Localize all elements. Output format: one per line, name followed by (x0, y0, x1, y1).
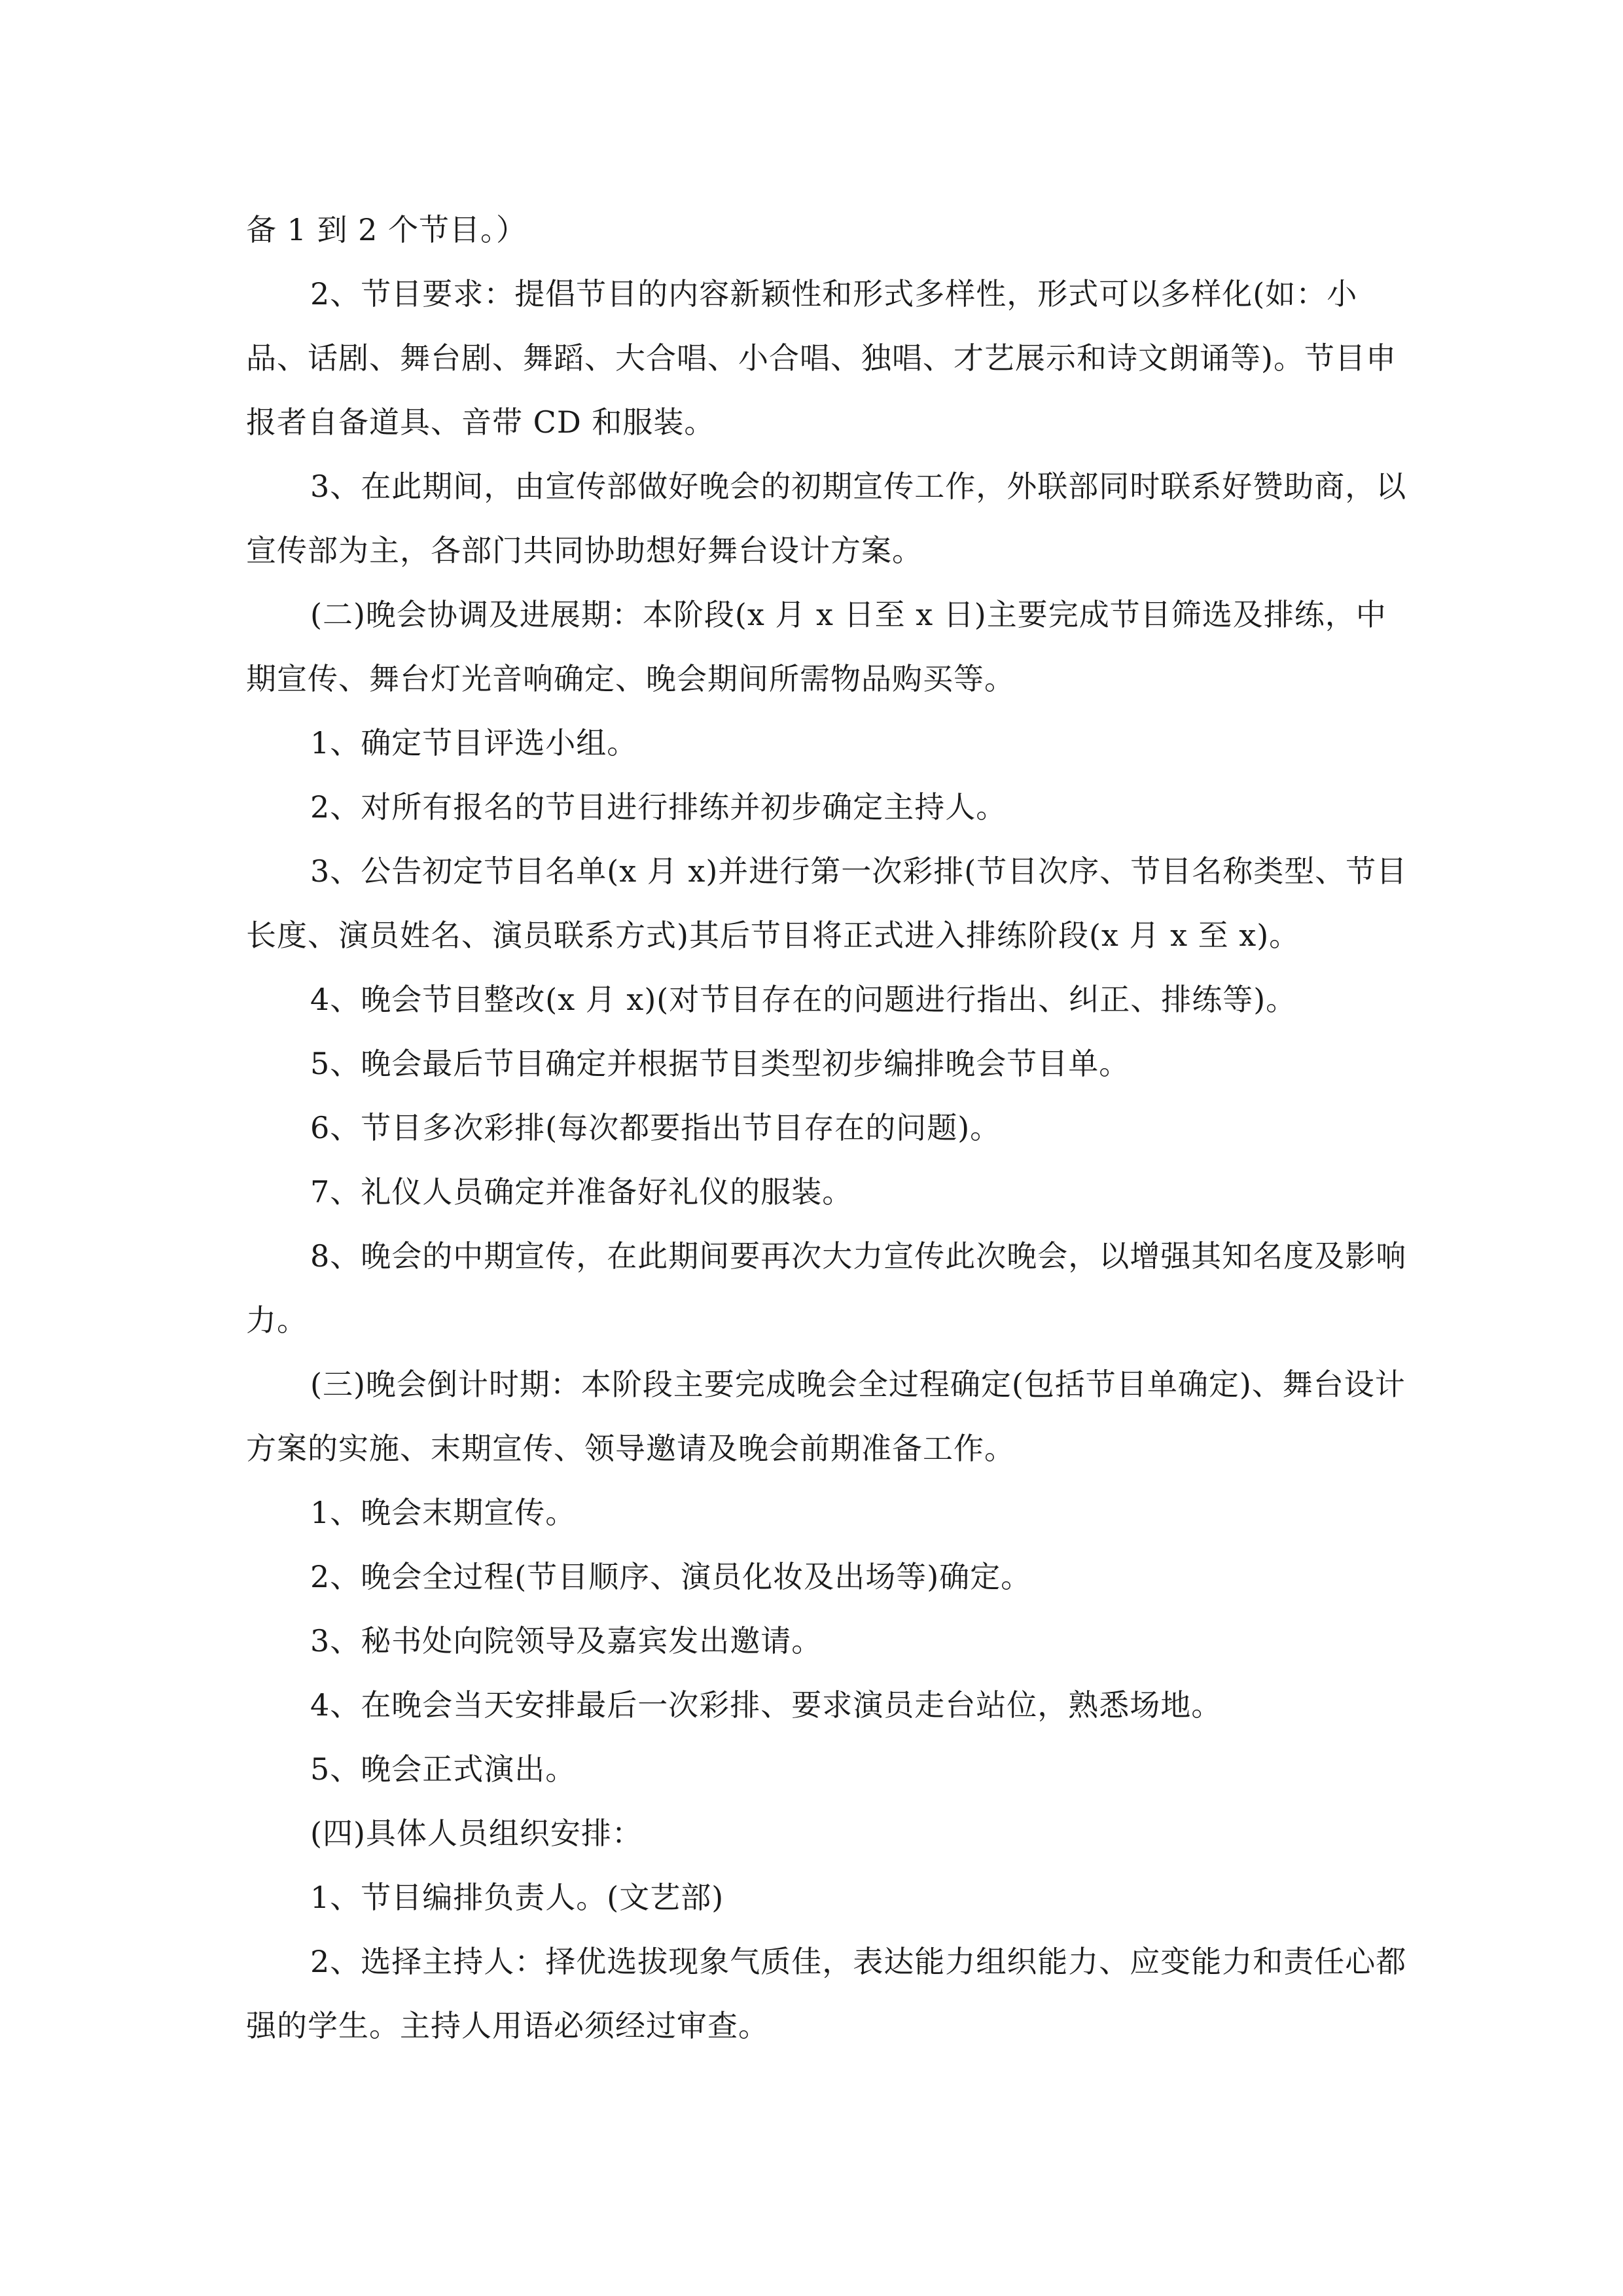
paragraph-item: 2、对所有报名的节目进行排练并初步确定主持人。 (310, 789, 1007, 825)
paragraph-item: 5、晚会正式演出。 (310, 1751, 577, 1787)
paragraph-item: 5、晚会最后节目确定并根据节目类型初步编排晚会节目单。 (310, 1046, 1130, 1081)
paragraph-item: 6、节目多次彩排(每次都要指出节目存在的问题)。 (310, 1110, 1001, 1145)
document-body (246, 198, 1411, 2058)
paragraph-item: 3、公告初定节目名单(x 月 x)并进行第一次彩排(节目次序、节目名称类型、节目长度、演员姓名、演员联系方式)其后节目将正式进入排练阶段(x 月 x 至 x)。 (246, 853, 1408, 953)
paragraph-continuation: 备 1 到 2 个节目。） (246, 212, 527, 247)
paragraph-item: 4、晚会节目整改(x 月 x)(对节目存在的问题进行指出、纠正、排练等)。 (310, 982, 1297, 1017)
paragraph-early-publicity: 3、在此期间，由宣传部做好晚会的初期宣传工作，外联部同时联系好赞助商，以宣传部为主，各部门共同协助想好舞台设计方案。 (246, 469, 1407, 568)
paragraph-item: 1、确定节目评选小组。 (310, 725, 638, 761)
paragraph-item: 3、秘书处向院领导及嘉宾发出邀请。 (310, 1623, 823, 1659)
paragraph-item: 8、晚会的中期宣传，在此期间要再次大力宣传此次晚会，以增强其知名度及影响力。 (246, 1238, 1407, 1338)
section-heading-countdown: (三)晚会倒计时期：本阶段主要完成晚会全过程确定(包括节目单确定)、舞台设计方案的实施、末期宣传、领导邀请及晚会前期准备工作。 (246, 1367, 1406, 1466)
paragraph-program-requirements: 2、节目要求：提倡节目的内容新颖性和形式多样性，形式可以多样化(如：小品、话剧、舞台剧、舞蹈、大合唱、小合唱、独唱、才艺展示和诗文朗诵等)。节目申报者自备道具、音带 CD 和服装。 (246, 276, 1397, 440)
paragraph-item: 2、晚会全过程(节目顺序、演员化妆及出场等)确定。 (310, 1559, 1032, 1594)
section-heading-staffing: (四)具体人员组织安排： (310, 1816, 643, 1851)
paragraph-item: 7、礼仪人员确定并准备好礼仪的服装。 (310, 1174, 853, 1210)
paragraph-item: 1、节目编排负责人。(文艺部) (310, 1880, 724, 1915)
paragraph-item: 1、晚会末期宣传。 (310, 1495, 577, 1530)
paragraph-item: 2、选择主持人：择优选拔现象气质佳，表达能力组织能力、应变能力和责任心都强的学生。主持人用语必须经过审查。 (246, 1944, 1407, 2043)
paragraph-item: 4、在晚会当天安排最后一次彩排、要求演员走台站位，熟悉场地。 (310, 1687, 1222, 1723)
section-heading-coordination: (二)晚会协调及进展期：本阶段(x 月 x 日至 x 日)主要完成节目筛选及排练，中期宣传、舞台灯光音响确定、晚会期间所需物品购买等。 (246, 597, 1387, 696)
